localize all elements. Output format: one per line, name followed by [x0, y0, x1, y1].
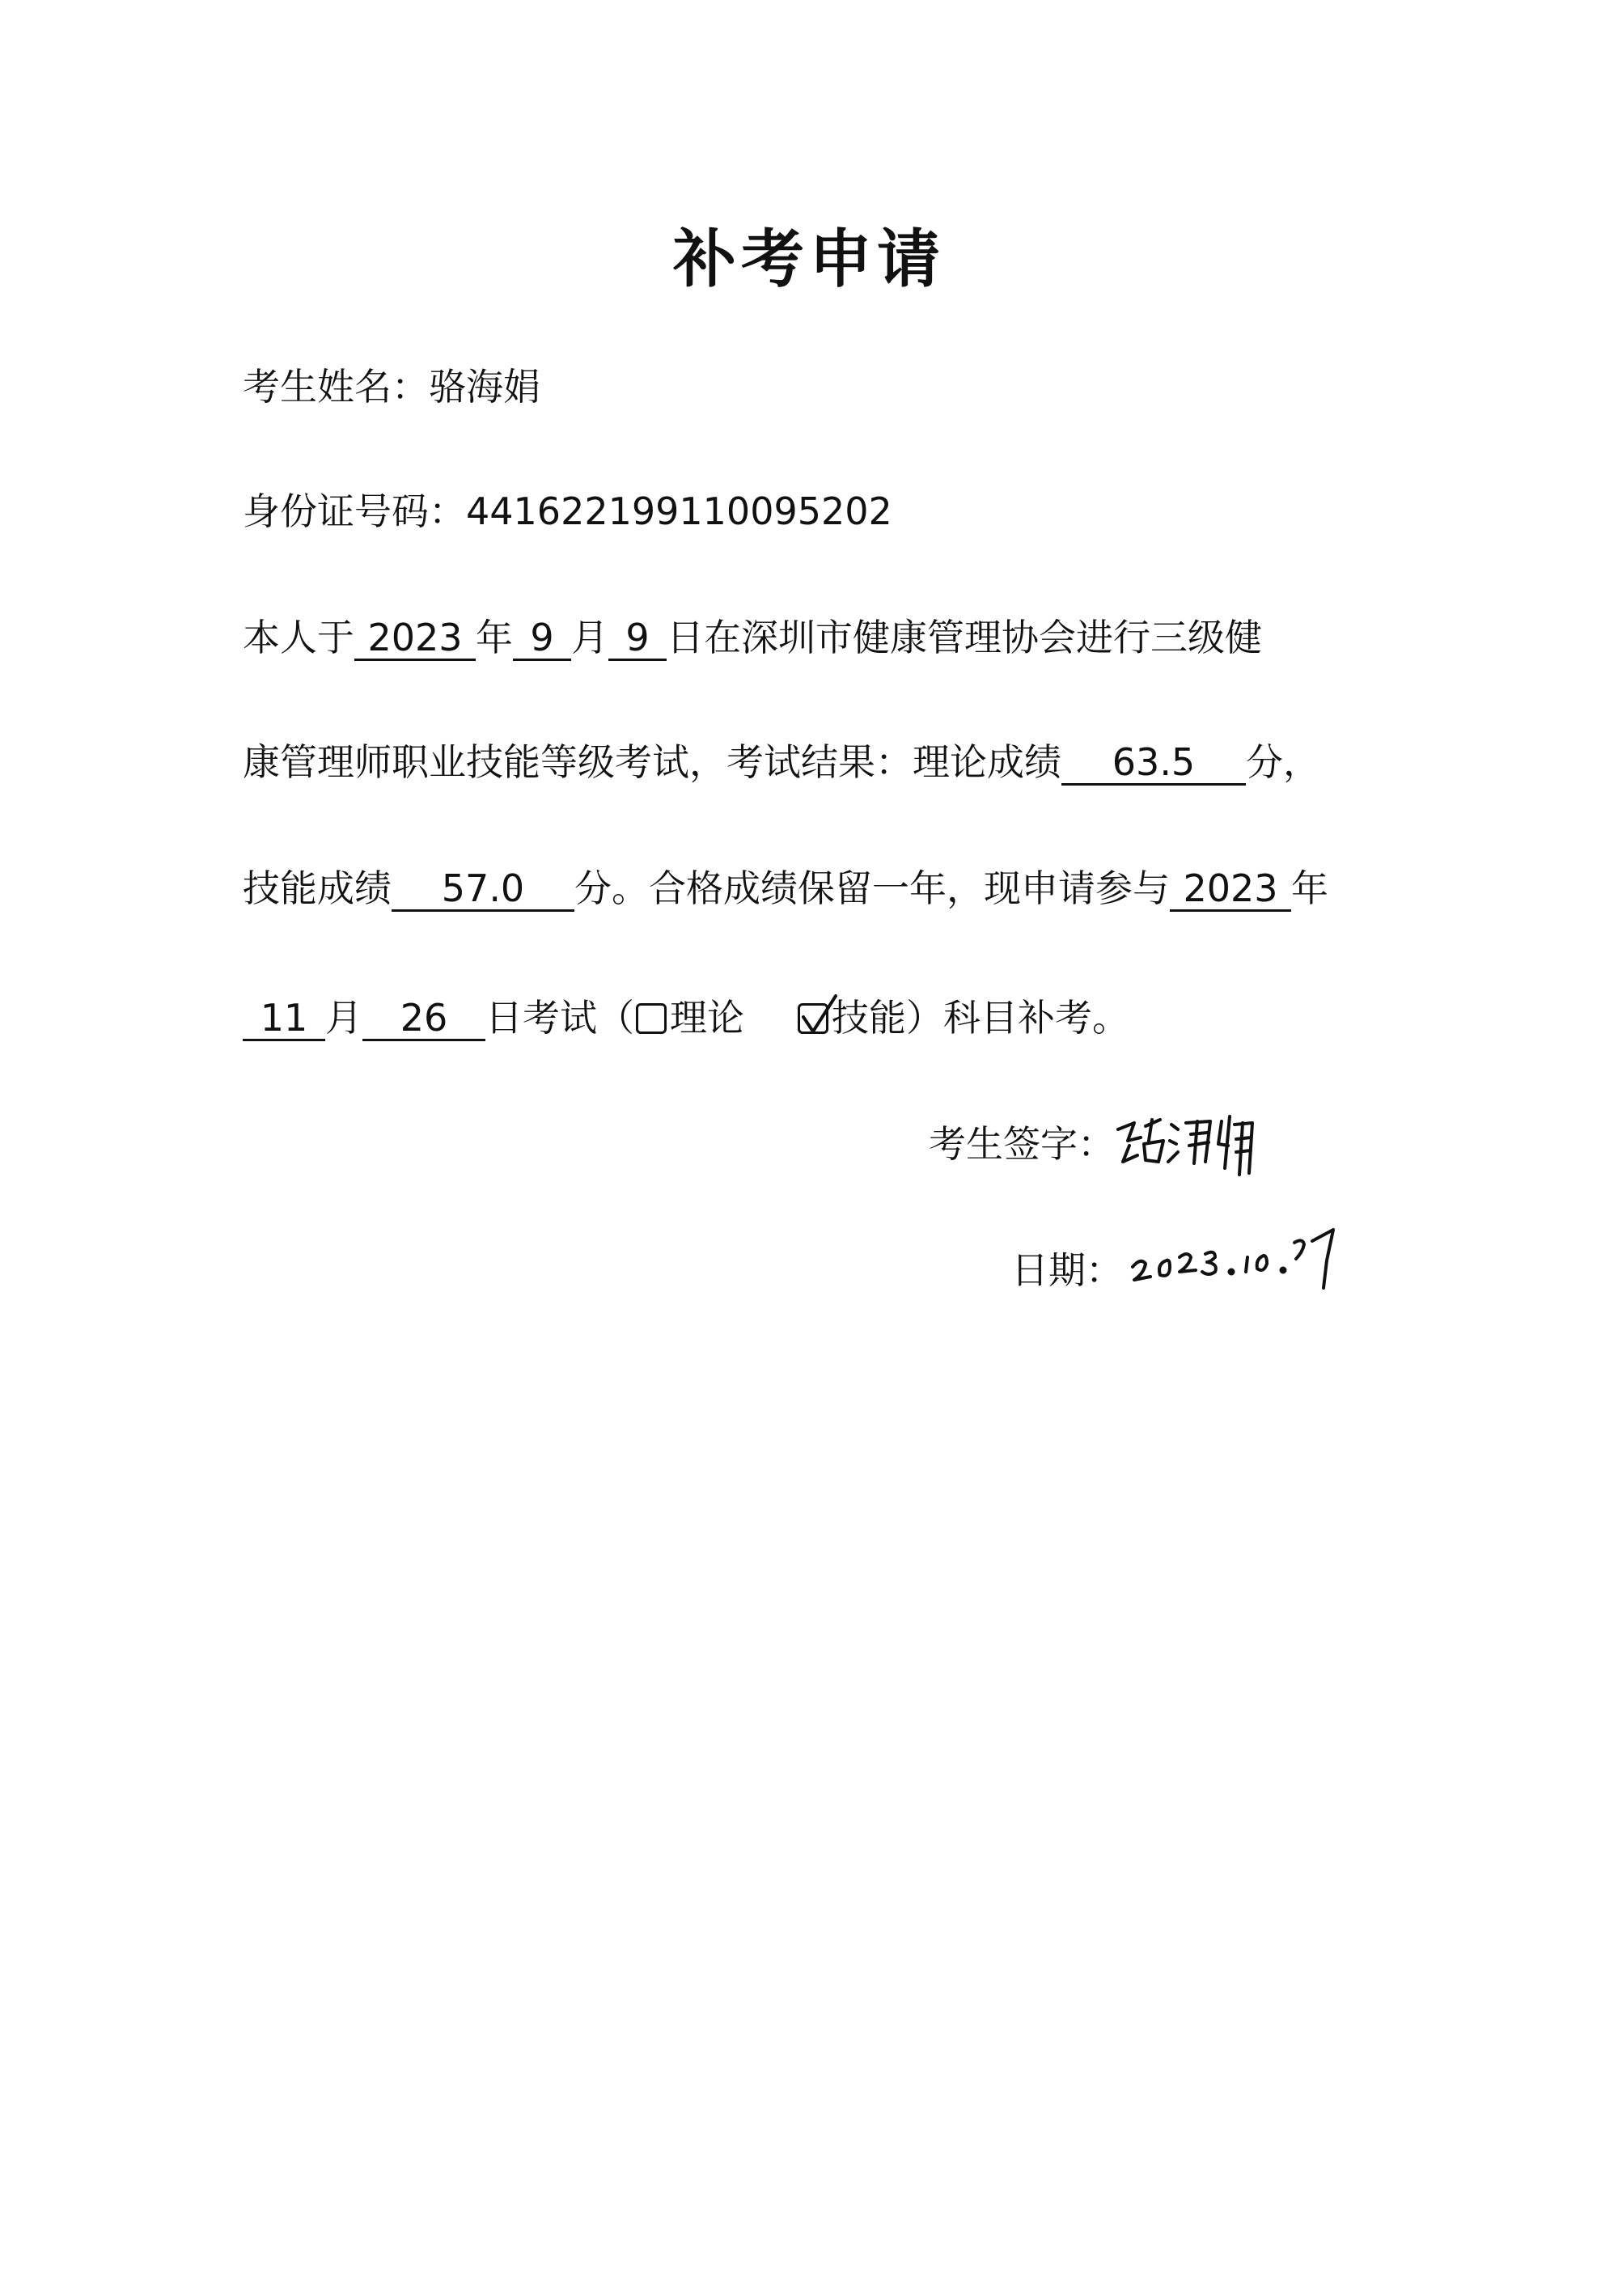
candidate-name-value: 骆海娟 — [429, 365, 540, 409]
p1-year-char: 年 — [476, 616, 513, 659]
id-number-label: 身份证号码： — [243, 489, 466, 533]
skill-checkbox[interactable] — [798, 1003, 828, 1034]
p1-month-char: 月 — [571, 616, 608, 659]
theory-score: 63.5 — [1061, 741, 1246, 786]
p3-mid: 分。合格成绩保留一年，现申请参与 — [574, 866, 1170, 910]
handwritten-signature — [1113, 1105, 1259, 1186]
p2-text: 康管理师职业技能等级考试，考试结果：理论成绩 — [243, 740, 1061, 784]
p4-day-text: 日考试（ — [485, 996, 634, 1040]
skill-score: 57.0 — [392, 867, 574, 912]
document-title: 补考申请 — [672, 222, 945, 296]
p4-month-char: 月 — [325, 996, 362, 1040]
theory-option-label: 理论 — [670, 996, 744, 1040]
id-number-value: 441622199110095202 — [466, 489, 892, 533]
p4-suffix: ）科目补考。 — [906, 996, 1129, 1040]
p3-prefix: 技能成绩 — [243, 866, 392, 910]
checkmark-icon — [800, 994, 839, 1036]
exam-year: 2023 — [354, 616, 476, 661]
date-label: 日期： — [1011, 1248, 1123, 1292]
skill-option-label: 技能 — [832, 996, 906, 1040]
exam-day: 9 — [608, 616, 667, 661]
retake-day: 26 — [362, 997, 485, 1041]
paragraph-line-2 — [243, 738, 1320, 786]
candidate-name-label: 考生姓名： — [243, 365, 429, 409]
paragraph-line-1 — [243, 613, 1262, 662]
handwritten-date — [1129, 1218, 1348, 1299]
p1-suffix: 日在深圳市健康管理协会进行三级健 — [667, 616, 1262, 659]
retake-year: 2023 — [1170, 867, 1291, 912]
p3-year-char: 年 — [1291, 866, 1328, 910]
candidate-name-line — [243, 362, 540, 411]
paragraph-line-3 — [243, 864, 1328, 913]
p2-unit: 分， — [1246, 740, 1320, 784]
paragraph-line-4 — [243, 993, 1129, 1042]
theory-checkbox[interactable] — [636, 1003, 667, 1034]
p1-prefix: 本人于 — [243, 616, 354, 659]
retake-month: 11 — [243, 997, 325, 1041]
exam-month: 9 — [513, 616, 571, 661]
signature-label: 考生签字： — [929, 1122, 1115, 1166]
id-number-line — [243, 487, 892, 536]
